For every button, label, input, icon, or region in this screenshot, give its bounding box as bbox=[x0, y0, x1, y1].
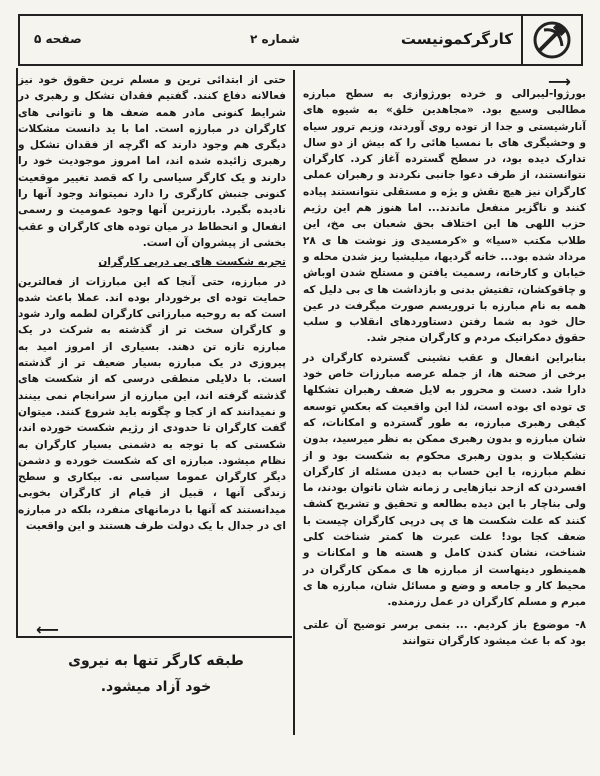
issue-number: شماره ۲ bbox=[250, 32, 300, 46]
slogan-box bbox=[36, 648, 276, 700]
logo bbox=[521, 16, 581, 64]
section-heading: تجربه شکست های پی درپی کارگران bbox=[98, 256, 286, 269]
slogan-line: طبقه کارگر تنها به نیروی bbox=[68, 653, 244, 669]
paragraph: در مبارزه، حتی آنجا که این مبارزات از فعالترین حمایت توده ای برخوردار بوده اند. عملا باعث شده است که به روحیه مبارزاتی کارگران لطمه وارد شود و کارگران سخت تر از گذشته به شرکت در یک مبارزه تازه تن دهند. بسیاری از امروز امید به پیروزی در یک مبارزه بسیار ضعیف تر از گذشته است. با دلایلی منطقی درسی که از شکست های گذشته گرفته اند، این مبارزه از سرانجام نمی بینند و نمیدانند که از کجا و چگونه باید شروع کنند. میتوان گفت کارگران تا حدودی از رژیم شکست خورده اند، شکستی که با توجه به دشمنی بسیار کارگران به نظام میشود. مبارزه ای که شکست خورده و دشمن دیگر کارگران عموما سیاسی نه. بیکاری و سطح زندگی آنها ، قبیل از قیام از کارگران بخوبی میدانستند که آنها با درمانهای منفرد، بلکه در مبارزه ای در جدال با یک دولت طرف هستند و این واقعیت bbox=[18, 275, 286, 533]
slogan-line: خود آزاد میشود. bbox=[100, 679, 212, 695]
right-column bbox=[303, 86, 586, 652]
arrow-left-icon: ⟵ bbox=[36, 620, 59, 639]
publication-name: کارگرکمونیست bbox=[400, 30, 513, 48]
hammer-sickle-icon bbox=[530, 20, 574, 60]
paragraph: بورژوا-لیبرالی و خرده بورژوازی به سطح مبارزه مطالبی وسیع بود. «مجاهدین خلق» به شیوه های آنارشیستی و جدا از توده روی آوردند، وزیم ترور سیاه و وحشیگری های با نمسیا هائی را که بیش از دو سال تدارک دیده بود، در سطح گسترده آغاز کرد. کارگران نتوانستند، از طرف دعوا جانبی نکردند و رهبران عملی کارگران نیز هیچ نقش و یژه و مستقلی نتوانستند پیاده کنند و ناگزیر منفعل ماندند... اما هنوز هم این رژیم حزب اللهی ها این اختلاف بحق شعبان بی مخ، این طلاب مکتب «سیا» و «کرمسیدی وز نوشت ها ی ۲۸ مرداد شده بود... خانه گردیها، میلیشیا ریز شدن محله و خیابان و کارخانه، رسمیت یافتن و مستلح شدن اوباش و چاقوکشان، تفتیش بدنی و بازداشت ها ی بی دلیل که همه به نام مبارزه با تروریسم صورت میگرفت در عین حال خود به شما رفتن دستاوردهای انقلاب و سلب حقوق دمکراتیک مردم و کارگران منجر شد. bbox=[303, 88, 586, 345]
arrow-right-icon: ⟶ bbox=[548, 72, 571, 91]
footnote: ۸- موضوع باز کردیم. ... بنمی برسر توضیح آن علتی بود که با عث میشود کارگران نتوانند bbox=[303, 618, 586, 647]
column-divider bbox=[293, 70, 295, 735]
paragraph: بنابراین انفعال و عقب نشینی گسترده کارگران در برخی از صحنه ها، از جمله عرصه مبارزات خاص خود دارا شد. دست و محرور به لایل ضعف رهبران تشکلها ی توده ای بوده است، لذا این واقعیت که بعکسِ توسعه کیفی رهبری مبارزه، به طور گسترده و امکانات، که شان مبارزه و بدون رهبری ممکن به نظر میرسید، بدون تشکیلات و بدون رهبری محکوم به شکست بود و از نظم مبارزه، با این حساب به دیدن مسئله از کارگران افسردن که ازحد نیازهایی ر زمانه شان ناتوان بودند، ما ولی بناچار با این دیده بطالعه و تحقیق و تشریح کشف کنند که علت شکست ها ی پی درپی کارگران چیست با ضعف کجا بود! علت عبرت ها کمتر شناخت کلی شناخت، نشان کندن کامل و هسته ها و امکانات و همینطور دینهاست از مبارزه ها ی ممکن کارگران در محیط کار و جامعه و وضع و مسائل شان، مبارزه ها ی مبرم و مسلم کارگران در عمل رزمنده. bbox=[303, 351, 586, 609]
left-column bbox=[18, 72, 286, 537]
page-number: صفحه ۵ bbox=[34, 32, 82, 46]
page-header bbox=[18, 14, 583, 66]
paragraph: حتی از ابتدائی ترین و مسلم ترین حقوق خود نیز فعالانه دفاع کنند. گفتیم فقدان تشکل و رهبری در شرایط کنونی مادر همه ضعف ها و ناتوانی های کارگران در مبارزه است. اما با ید دانست مشکلات دیگری هم وجود دارند که اگرچه از فقدان تشکل و رهبری زائیده شده اند، اما امروز موجودیت خود را دارند و یک کارگر سیاسی را که قصد تغییر موقعیت کنونی جنبش کارگری را دارد نمیتواند وجود آنها را نادیده بگیرد. بارزترین آنها وجود عمومیت و رسمی انفعال و انحطاط در میان توده های کارگران و عقب بخشی از پیشروان آن است. bbox=[18, 74, 286, 249]
